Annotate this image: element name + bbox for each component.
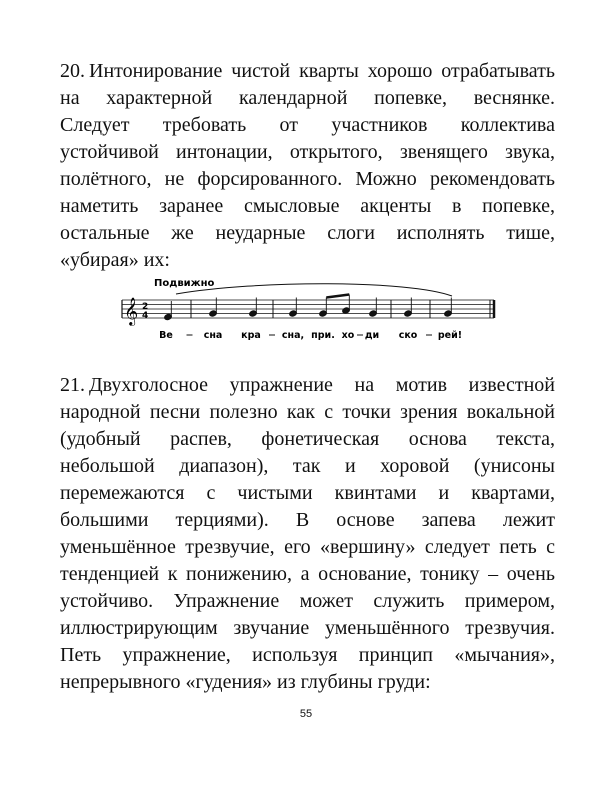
text-line: уменьшённое трезвучие, его «вершину» следует петь с <box>60 536 555 558</box>
lyric-syllable: Ве <box>159 330 173 341</box>
text-line: иллюстрирующим звучание уменьшённого трезвучия. <box>60 617 555 639</box>
note <box>249 298 258 318</box>
note <box>404 298 413 318</box>
paragraph-21 <box>60 372 555 696</box>
text-line: полётного, не форсированного. Можно рекомендовать <box>60 168 555 190</box>
text-line: остальные же неударные слоги исполнять тише, <box>60 222 555 244</box>
lyrics <box>159 330 462 341</box>
notes <box>164 295 453 321</box>
text-line: наметить заранее смысловые акценты в попевке, <box>60 195 555 217</box>
text-line: Интонирование чистой кварты хорошо отрабатывать <box>89 60 555 82</box>
note <box>369 298 378 318</box>
note <box>209 298 218 318</box>
text-line: Следует требовать от участников коллектива <box>60 114 555 136</box>
text-line: устойчиво. Упражнение может служить примером, <box>60 590 555 612</box>
text-line: непрерывного «гудения» из глубины груди: <box>60 671 431 693</box>
lyric-syllable: сна <box>203 330 223 341</box>
eighth-beam <box>326 295 349 298</box>
music-notation <box>118 274 498 344</box>
text-line: «убирая» их: <box>60 249 170 271</box>
lyric-syllable: ди <box>364 330 380 341</box>
page-number: 55 <box>299 708 313 720</box>
lyric-syllable: при. <box>311 330 335 341</box>
text-line: на характерной календарной попевке, веснянке. <box>60 87 555 109</box>
lyric-syllable: хо <box>341 330 355 341</box>
note <box>164 301 173 321</box>
tempo-marking: Подвижно <box>154 278 215 289</box>
text-line: (удобный распев, фонетическая основа текста, <box>60 428 555 450</box>
phrase-slur <box>176 284 452 296</box>
text-line: Двухголосное упражнение на мотив известной <box>89 374 555 396</box>
staff <box>122 300 494 318</box>
lyric-syllable: рей! <box>437 330 463 341</box>
lyric-syllable: сна, <box>281 330 305 341</box>
note <box>444 298 453 318</box>
text-line: тенденцией к понижению, а основание, тонику – очень <box>60 563 555 585</box>
lyric-syllable: ско <box>398 330 418 341</box>
note <box>319 298 328 318</box>
note <box>289 298 298 318</box>
text-line: большими терциями). В основе запева лежит <box>60 509 555 531</box>
item-number: 20. <box>60 60 85 82</box>
item-number: 21. <box>60 374 85 396</box>
text-line: народной песни полезно как с точки зрения вокальной <box>60 401 555 423</box>
text-line: небольшой диапазон), так и хоровой (унисоны <box>60 455 555 477</box>
text-line: перемежаются с чистыми квинтами и квартами, <box>60 482 555 504</box>
lyric-syllable: кра <box>241 330 261 341</box>
time-signature-top: 2 <box>142 302 149 312</box>
treble-clef-icon: 𝄞 <box>124 297 139 325</box>
text-line: устойчивой интонации, открытого, звенящего звука, <box>60 141 555 163</box>
time-signature-bottom: 4 <box>142 311 149 321</box>
paragraph-20 <box>60 58 555 274</box>
text-line: Петь упражнение, используя принцип «мычания», <box>60 644 555 666</box>
